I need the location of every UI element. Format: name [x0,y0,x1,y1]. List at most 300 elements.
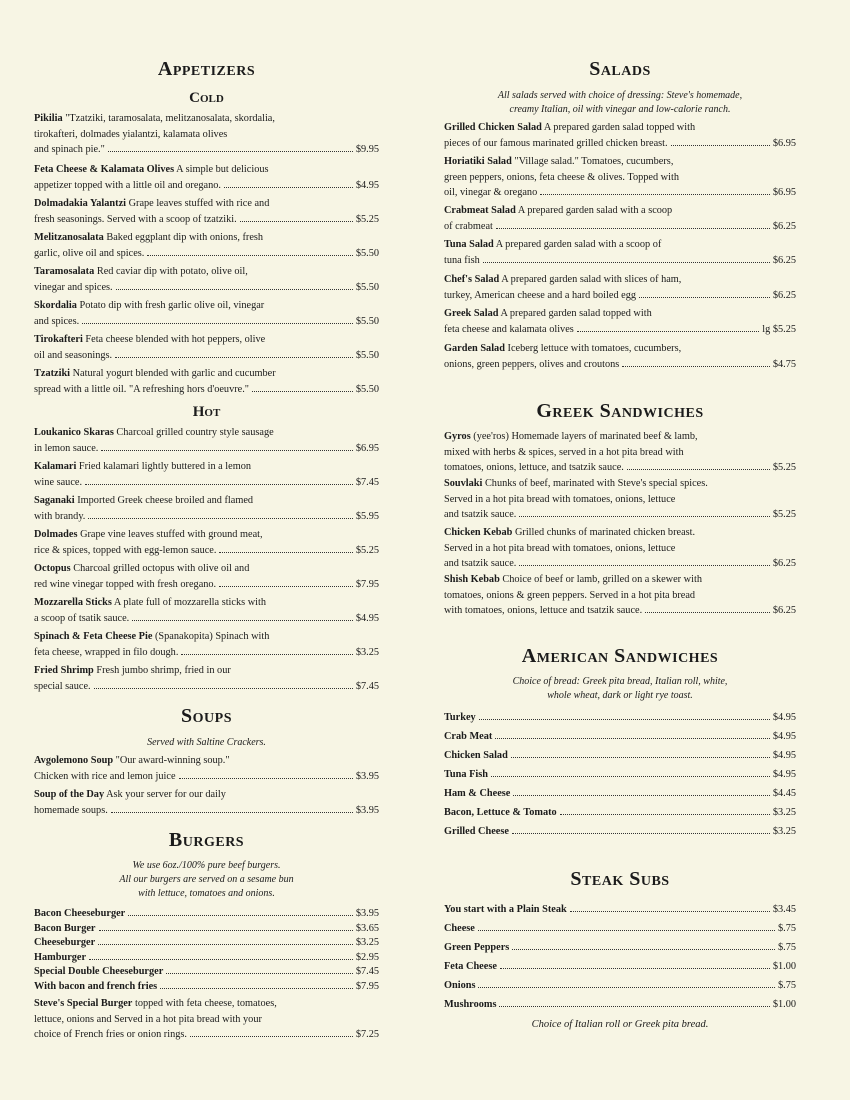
menu-item-description: Grilled chunks of marinated chicken breast. [514,527,696,538]
menu-item-price-line [444,253,796,269]
menu-row [444,921,796,936]
menu-item [34,561,379,592]
greek-sandwiches-title: Greek Sandwiches [536,400,704,422]
menu-item-price-line [444,219,796,235]
dotted-leader [577,331,759,332]
menu-row-price: $3.65 [355,922,379,934]
menu-item-name: Tirokafteri [34,334,83,345]
menu-item [34,595,379,626]
menu-item-name: Dolmadakia Yalantzi [34,198,127,209]
menu-row [444,902,796,917]
menu-row-price: $1.00 [772,961,796,972]
menu-row-name: You start with a Plain Steak [444,904,567,915]
menu-item-description: A prepared garden salad with a scoop [517,205,673,216]
menu-row [444,748,796,763]
dotted-leader [98,944,353,945]
dotted-leader [116,289,353,290]
soups-title: Soups [181,705,232,727]
dotted-leader [108,151,353,152]
menu-row [444,997,796,1012]
menu-item-line [444,541,796,557]
menu-item-price: $6.95 [355,442,379,454]
menu-row [34,979,379,994]
dotted-leader [479,719,770,720]
menu-item-price-line [444,322,796,338]
menu-row-name: Feta Cheese [444,961,497,972]
menu-row [444,767,796,782]
menu-item-price: $5.50 [355,383,379,395]
menu-row-price: $7.45 [355,966,379,977]
hot-subtitle: Hot [192,404,221,420]
menu-item-name: Soup of the Day [34,789,105,800]
menu-item-description: feta cheese, wrapped in filo dough. [34,646,179,658]
salads-note [444,89,796,117]
menu-item [34,459,379,490]
menu-row-name: Chicken Salad [444,750,508,761]
menu-item-line [34,127,379,143]
american-note-line: whole wheat, dark or light rye toast. [547,690,693,701]
menu-item-description: Fried kalamari lightly buttered in a lemon [78,461,252,472]
soups-note: Served with Saltine Crackers. [147,737,266,748]
menu-item-description: and tsatzik sauce. [444,509,517,520]
menu-item [444,429,796,476]
steak-subs-note: Choice of Italian roll or Greek pita bread. [531,1019,709,1030]
appetizers-title: Appetizers [157,58,256,80]
menu-row-price: $4.45 [772,788,796,799]
menu-item-price-line [34,803,379,819]
menu-item-line [34,196,379,212]
dotted-leader [483,262,770,263]
salads-note-line: creamy Italian, oil with vinegar and low-calorie ranch. [509,104,731,115]
menu-item-price: $3.95 [355,804,379,816]
menu-item [34,332,379,363]
menu-item-price: $5.50 [355,315,379,327]
dotted-leader [496,228,770,229]
salads-note-line: All salads served with choice of dressing: Steve's homemade, [497,90,743,101]
menu-row-price: $4.95 [772,731,796,742]
menu-row-name: Special Double Cheeseburger [34,966,164,977]
menu-item-description: vinegar and spices. [34,281,113,293]
menu-item-price: $6.95 [772,137,796,149]
menu-item-line [444,203,796,219]
dotted-leader [622,366,770,367]
dotted-leader [645,612,770,613]
menu-item-line [34,663,379,679]
menu-item-line [34,996,379,1012]
menu-item-line [34,111,379,127]
menu-item-name: Melitzanosalata [34,232,104,243]
menu-item-description: lettuce, onions and Served in a hot pita bread with your [34,1013,262,1025]
menu-item-description: Served in a hot pita bread with tomatoes, onions, lettuce [444,542,676,554]
menu-item-price: $7.45 [355,680,379,692]
menu-item-description: a scoop of tsatik sauce. [34,612,130,624]
menu-item-name: Horiatiki Salad [444,156,512,167]
menu-item-description: A prepared garden salad with slices of ham, [501,274,682,285]
menu-item-description: Choice of beef or lamb, grilled on a skewer with [502,574,702,585]
menu-item-name: Fried Shrimp [34,665,94,676]
menu-item-description: red wine vinegar topped with fresh oregano. [34,578,217,590]
menu-row [444,805,796,820]
menu-row-name: Ham & Cheese [444,788,511,799]
menu-item-description: in lemon sauce. [34,442,99,454]
menu-row-price: $.75 [777,942,796,953]
menu-item-name: Garden Salad [444,343,505,354]
menu-item-line [444,492,796,508]
menu-item-price-line [444,185,796,201]
menu-item-description: oil and seasonings. [34,349,113,361]
menu-item [34,629,379,660]
menu-item-line [34,561,379,577]
menu-item-description: A prepared garden salad with a scoop of [495,239,662,250]
menu-item-description: Ask your server for our daily [106,789,226,800]
menu-item-price-line [34,348,379,364]
menu-item [34,527,379,558]
menu-item-price: $7.25 [355,1029,379,1040]
menu-item-price-line [444,288,796,304]
menu-item-line [444,306,796,322]
menu-item-description: green peppers, onions, feta cheese & olives. Topped with [444,171,679,183]
menu-item [444,237,796,268]
menu-item-price: $5.25 [772,509,796,520]
menu-item-price-line [444,507,796,523]
menu-row [444,786,796,801]
menu-item-line [34,459,379,475]
menu-row-name: Green Peppers [444,942,510,953]
menu-row-price: $4.95 [772,750,796,761]
menu-item [34,753,379,784]
menu-item-name: Chef's Salad [444,274,500,285]
menu-item [34,425,379,456]
menu-item-description: Iceberg lettuce with tomatoes, cucumbers, [507,343,682,354]
menu-row-name: Hamburger [34,951,87,963]
menu-item-line [444,170,796,186]
menu-row-price: $4.95 [772,712,796,723]
menu-item-description: Red caviar dip with potato, olive oil, [96,266,248,277]
menu-item-line [444,445,796,461]
menu-item [444,476,796,523]
dotted-leader [252,391,353,392]
menu-item [444,272,796,303]
menu-row-price: $.75 [777,923,796,934]
menu-item-name: Pikilia [34,113,63,124]
menu-item-line [34,230,379,246]
menu-item-price-line [34,212,379,228]
menu-row-name: Grilled Cheese [444,826,509,837]
menu-item-price-line [34,543,379,559]
menu-item-description: (yee'ros) Homemade layers of marinated beef & lamb, [473,431,698,442]
dotted-leader [190,1036,353,1037]
menu-item-name: Tuna Salad [444,239,494,250]
dotted-leader [179,778,353,779]
menu-item-line [34,493,379,509]
menu-row-name: Bacon Cheeseburger [34,908,126,919]
menu-item-description: "Village salad." Tomatoes, cucumbers, [514,156,674,167]
menu-row-name: Mushrooms [444,999,497,1010]
menu-item-description: special sauce. [34,680,91,692]
menu-item-description: "Tzatziki, taramosalata, melitzanosalata, skordalia, [65,113,275,124]
menu-row [444,959,796,974]
menu-item [34,996,379,1043]
american-sandwiches-title: American Sandwiches [521,645,719,667]
menu-item-price-line [444,136,796,152]
dotted-leader [89,959,353,960]
menu-row-name: Turkey [444,712,476,723]
menu-item-name: Skordalia [34,300,77,311]
menu-item-price-line [34,645,379,661]
dotted-leader [478,987,774,988]
menu-item-price: $6.25 [772,220,796,232]
menu-item-description: Natural yogurt blended with garlic and cucumber [72,368,276,379]
menu-item-description: spread with a little oil. "A refreshing hors d'oeuvre." [34,383,250,395]
menu-item-line [34,264,379,280]
menu-item-description: pieces of our famous marinated grilled chicken breast. [444,137,668,149]
menu-row-price: $3.45 [772,904,796,915]
menu-item-description: Charcoal grilled octopus with olive oil and [73,563,250,574]
menu-item-description: tuna fish [444,254,480,266]
menu-item [34,264,379,295]
menu-row-name: Crab Meat [444,731,493,742]
menu-row-price: $.75 [777,980,796,991]
menu-item-line [444,120,796,136]
menu-item-name: Spinach & Feta Cheese Pie [34,631,153,642]
dotted-leader [111,812,353,813]
menu-item-price: $5.25 [355,544,379,556]
menu-item-line [34,595,379,611]
menu-item-description: Grape leaves stuffed with rice and [128,198,270,209]
menu-item-line [34,753,379,769]
menu-item-description: "Our award-winning soup." [115,755,230,766]
menu-row [34,906,379,921]
menu-item-description: Fresh jumbo shrimp, fried in our [96,665,231,676]
menu-item-description: Chunks of beef, marinated with Steve's special spices. [484,478,708,489]
dotted-leader [478,930,775,931]
menu-row [444,978,796,993]
menu-row [444,729,796,744]
menu-item-description: A plate full of mozzarella sticks with [113,597,267,608]
dotted-leader [627,469,770,470]
menu-item [34,787,379,818]
menu-row [444,710,796,725]
menu-item-line [34,162,379,178]
dotted-leader [560,814,770,815]
menu-item-name: Crabmeat Salad [444,205,516,216]
menu-item-price-line [444,556,796,572]
menu-item-price: $6.25 [772,289,796,301]
menu-item-price-line [444,603,796,619]
menu-item-price: $5.25 [355,213,379,225]
menu-item-description: fresh seasonings. Served with a scoop of tzatziki. [34,213,237,225]
menu-row-name: With bacon and french fries [34,980,158,992]
menu-item-price: $5.50 [355,349,379,361]
dotted-leader [115,357,353,358]
menu-item-line [34,298,379,314]
dotted-leader [99,930,353,931]
menu-item-name: Gyros [444,431,471,442]
menu-item-price-line [34,246,379,262]
burgers-note-line: All our burgers are served on a sesame bun [119,874,294,885]
menu-item-description: Served in a hot pita bread with tomatoes, onions, lettuce [444,493,676,505]
menu-row-name: Bacon Burger [34,922,96,934]
menu-item-price: $7.95 [355,578,379,590]
dotted-leader [147,255,352,256]
steak-subs-title: Steak Subs [570,868,670,890]
menu-item-price: $5.25 [772,462,796,473]
menu-item-price: $4.75 [772,358,796,370]
menu-item-name: Tzatziki [34,368,71,379]
menu-item [444,120,796,151]
american-sandwiches-note [444,675,796,703]
menu-item-price: $6.25 [772,558,796,569]
menu-item-description: tomatoes, onions, lettuce, and tsatzik sauce. [444,462,624,473]
burgers-title: Burgers [168,829,245,851]
menu-item-description: wine sauce. [34,476,83,488]
dotted-leader [88,518,352,519]
dotted-leader [491,776,770,777]
dotted-leader [132,620,353,621]
dotted-leader [519,516,769,517]
menu-item-name: Chicken Kebab [444,527,513,538]
dotted-leader [512,949,775,950]
menu-row [444,940,796,955]
dotted-leader [85,484,353,485]
menu-item-price: $3.25 [355,646,379,658]
menu-item [444,203,796,234]
menu-row-name: Onions [444,980,476,991]
menu-item-line [444,341,796,357]
menu-item [34,162,379,193]
menu-item-price-line [34,142,379,158]
menu-item-price-line [34,280,379,296]
menu-item-line [34,332,379,348]
menu-row-name: Tuna Fish [444,769,488,780]
dotted-leader [495,738,770,739]
menu-item-name: Kalamari [34,461,77,472]
menu-item-price: $7.45 [355,476,379,488]
menu-item-price-line [444,357,796,373]
menu-item-price-line [34,314,379,330]
menu-item-price-line [34,1027,379,1043]
menu-item-price-line [34,679,379,695]
dotted-leader [570,911,770,912]
burgers-note [34,859,379,901]
menu-item-description: onions, green peppers, olives and croutons [444,358,620,370]
menu-item-price-line [34,509,379,525]
menu-item-description: A prepared garden salad topped with [543,122,696,133]
menu-row-name: Cheese [444,923,475,934]
menu-item-description: Charcoal grilled country style sausage [116,427,274,438]
menu-item [444,341,796,372]
menu-item-price: $4.95 [355,179,379,191]
menu-item-line [444,429,796,445]
menu-row [34,935,379,950]
dotted-leader [94,688,353,689]
menu-item-price: $9.95 [355,144,379,155]
menu-item-price: $5.50 [355,281,379,293]
menu-item [444,525,796,572]
dotted-leader [166,973,353,974]
dotted-leader [101,450,352,451]
dotted-leader [160,988,353,989]
menu-item-description: (Spanakopita) Spinach with [154,631,270,642]
dotted-leader [540,194,770,195]
menu-row-price: $3.25 [355,937,379,948]
menu-item-price-line [444,460,796,476]
menu-row-name: Cheeseburger [34,937,96,948]
menu-item-name: Dolmades [34,529,78,540]
menu-item-price: $5.50 [355,247,379,259]
menu-item-line [34,629,379,645]
menu-item-price-line [34,178,379,194]
dotted-leader [499,1006,769,1007]
menu-item-description: A simple but delicious [176,164,269,175]
cold-subtitle: Cold [189,90,224,106]
menu-item [444,306,796,337]
menu-item-line [444,572,796,588]
menu-item-description: feta cheese and kalamata olives [444,323,574,335]
menu-item-price-line [34,475,379,491]
burgers-note-line: We use 6oz./100% pure beef burgers. [132,860,281,871]
menu-item-description: homemade soups. [34,804,108,816]
menu-item-price-line [34,382,379,398]
menu-item-description: appetizer topped with a little oil and oregano. [34,179,221,191]
dotted-leader [500,968,770,969]
burgers-note-line: with lettuce, tomatoes and onions. [138,888,275,899]
dotted-leader [519,565,769,566]
menu-item-description: of crabmeat [444,220,493,232]
menu-item-price: lg $5.25 [762,323,796,335]
menu-item-name: Octopus [34,563,71,574]
menu-item-description: and spices. [34,315,80,327]
menu-item-description: garlic, olive oil and spices. [34,247,145,259]
menu-item-name: Feta Cheese & Kalamata Olives [34,164,175,175]
menu-item [444,572,796,619]
menu-item-description: topped with feta cheese, tomatoes, [134,998,277,1009]
menu-item-line [34,425,379,441]
menu-item [34,111,379,158]
menu-item-description: mixed with herbs & spices, served in a hot pita bread with [444,446,684,458]
menu-item-description: choice of French fries or onion rings. [34,1029,187,1040]
menu-row-price: $3.95 [355,908,379,919]
menu-item-line [444,154,796,170]
menu-row [34,950,379,965]
menu-item [444,154,796,201]
menu-item-price: $4.95 [355,612,379,624]
menu-item-description: with brandy. [34,510,86,522]
menu-item-description: rice & spices, topped with egg-lemon sauce. [34,544,217,556]
menu-item-name: Loukanico Skaras [34,427,114,438]
menu-item-name: Shish Kebab [444,574,500,585]
dotted-leader [128,915,353,916]
menu-item-name: Grilled Chicken Salad [444,122,542,133]
menu-item-description: Feta cheese blended with hot peppers, olive [85,334,266,345]
menu-row-price: $4.95 [772,769,796,780]
menu-item-description: and tsatzik sauce. [444,558,517,569]
menu-row [444,824,796,839]
dotted-leader [512,833,770,834]
dotted-leader [671,145,770,146]
menu-item-description: Baked eggplant dip with onions, fresh [106,232,264,243]
menu-item-name: Mozzarella Sticks [34,597,112,608]
american-note-line: Choice of bread: Greek pita bread, Italian roll, white, [512,676,728,687]
menu-item-price: $6.95 [772,187,796,198]
menu-item-name: Saganaki [34,495,75,506]
menu-row [34,964,379,979]
menu-item-line [444,525,796,541]
menu-item-price-line [34,577,379,593]
menu-item-description: Grape vine leaves stuffed with ground meat, [80,529,263,540]
menu-item [34,663,379,694]
menu-item [34,366,379,397]
